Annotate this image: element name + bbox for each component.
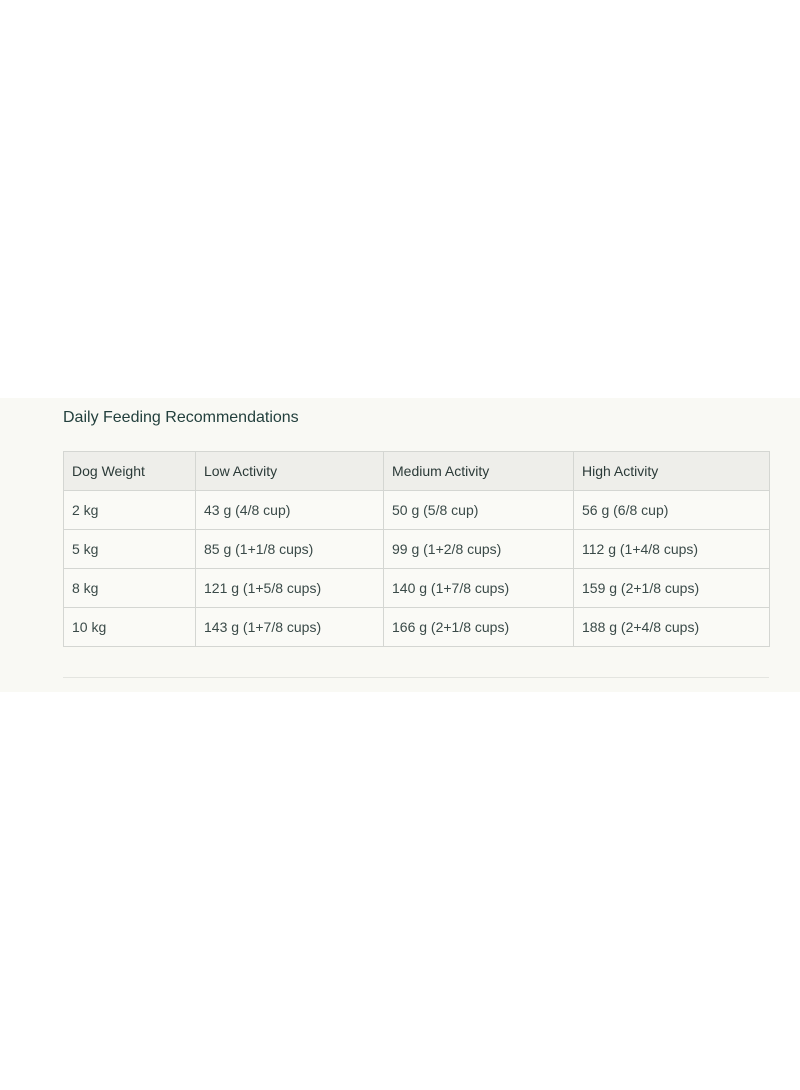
table-row	[64, 530, 770, 569]
cell-low-activity: 143 g (1+7/8 cups)	[196, 608, 384, 647]
table-row	[64, 569, 770, 608]
cell-high-activity: 56 g (6/8 cup)	[574, 491, 770, 530]
cell-dog-weight: 5 kg	[64, 530, 196, 569]
cell-low-activity: 85 g (1+1/8 cups)	[196, 530, 384, 569]
cell-medium-activity: 50 g (5/8 cup)	[384, 491, 574, 530]
cell-low-activity: 121 g (1+5/8 cups)	[196, 569, 384, 608]
header-high-activity: High Activity	[574, 452, 770, 491]
section-divider	[63, 677, 769, 678]
feeding-table	[63, 451, 770, 647]
cell-high-activity: 112 g (1+4/8 cups)	[574, 530, 770, 569]
cell-medium-activity: 99 g (1+2/8 cups)	[384, 530, 574, 569]
header-medium-activity: Medium Activity	[384, 452, 574, 491]
cell-high-activity: 188 g (2+4/8 cups)	[574, 608, 770, 647]
cell-dog-weight: 8 kg	[64, 569, 196, 608]
header-low-activity: Low Activity	[196, 452, 384, 491]
table-header-row	[64, 452, 770, 491]
cell-high-activity: 159 g (2+1/8 cups)	[574, 569, 770, 608]
cell-medium-activity: 166 g (2+1/8 cups)	[384, 608, 574, 647]
section-title: Daily Feeding Recommendations	[63, 409, 299, 426]
cell-dog-weight: 2 kg	[64, 491, 196, 530]
cell-medium-activity: 140 g (1+7/8 cups)	[384, 569, 574, 608]
table-row	[64, 491, 770, 530]
cell-low-activity: 43 g (4/8 cup)	[196, 491, 384, 530]
table-row	[64, 608, 770, 647]
header-dog-weight: Dog Weight	[64, 452, 196, 491]
cell-dog-weight: 10 kg	[64, 608, 196, 647]
